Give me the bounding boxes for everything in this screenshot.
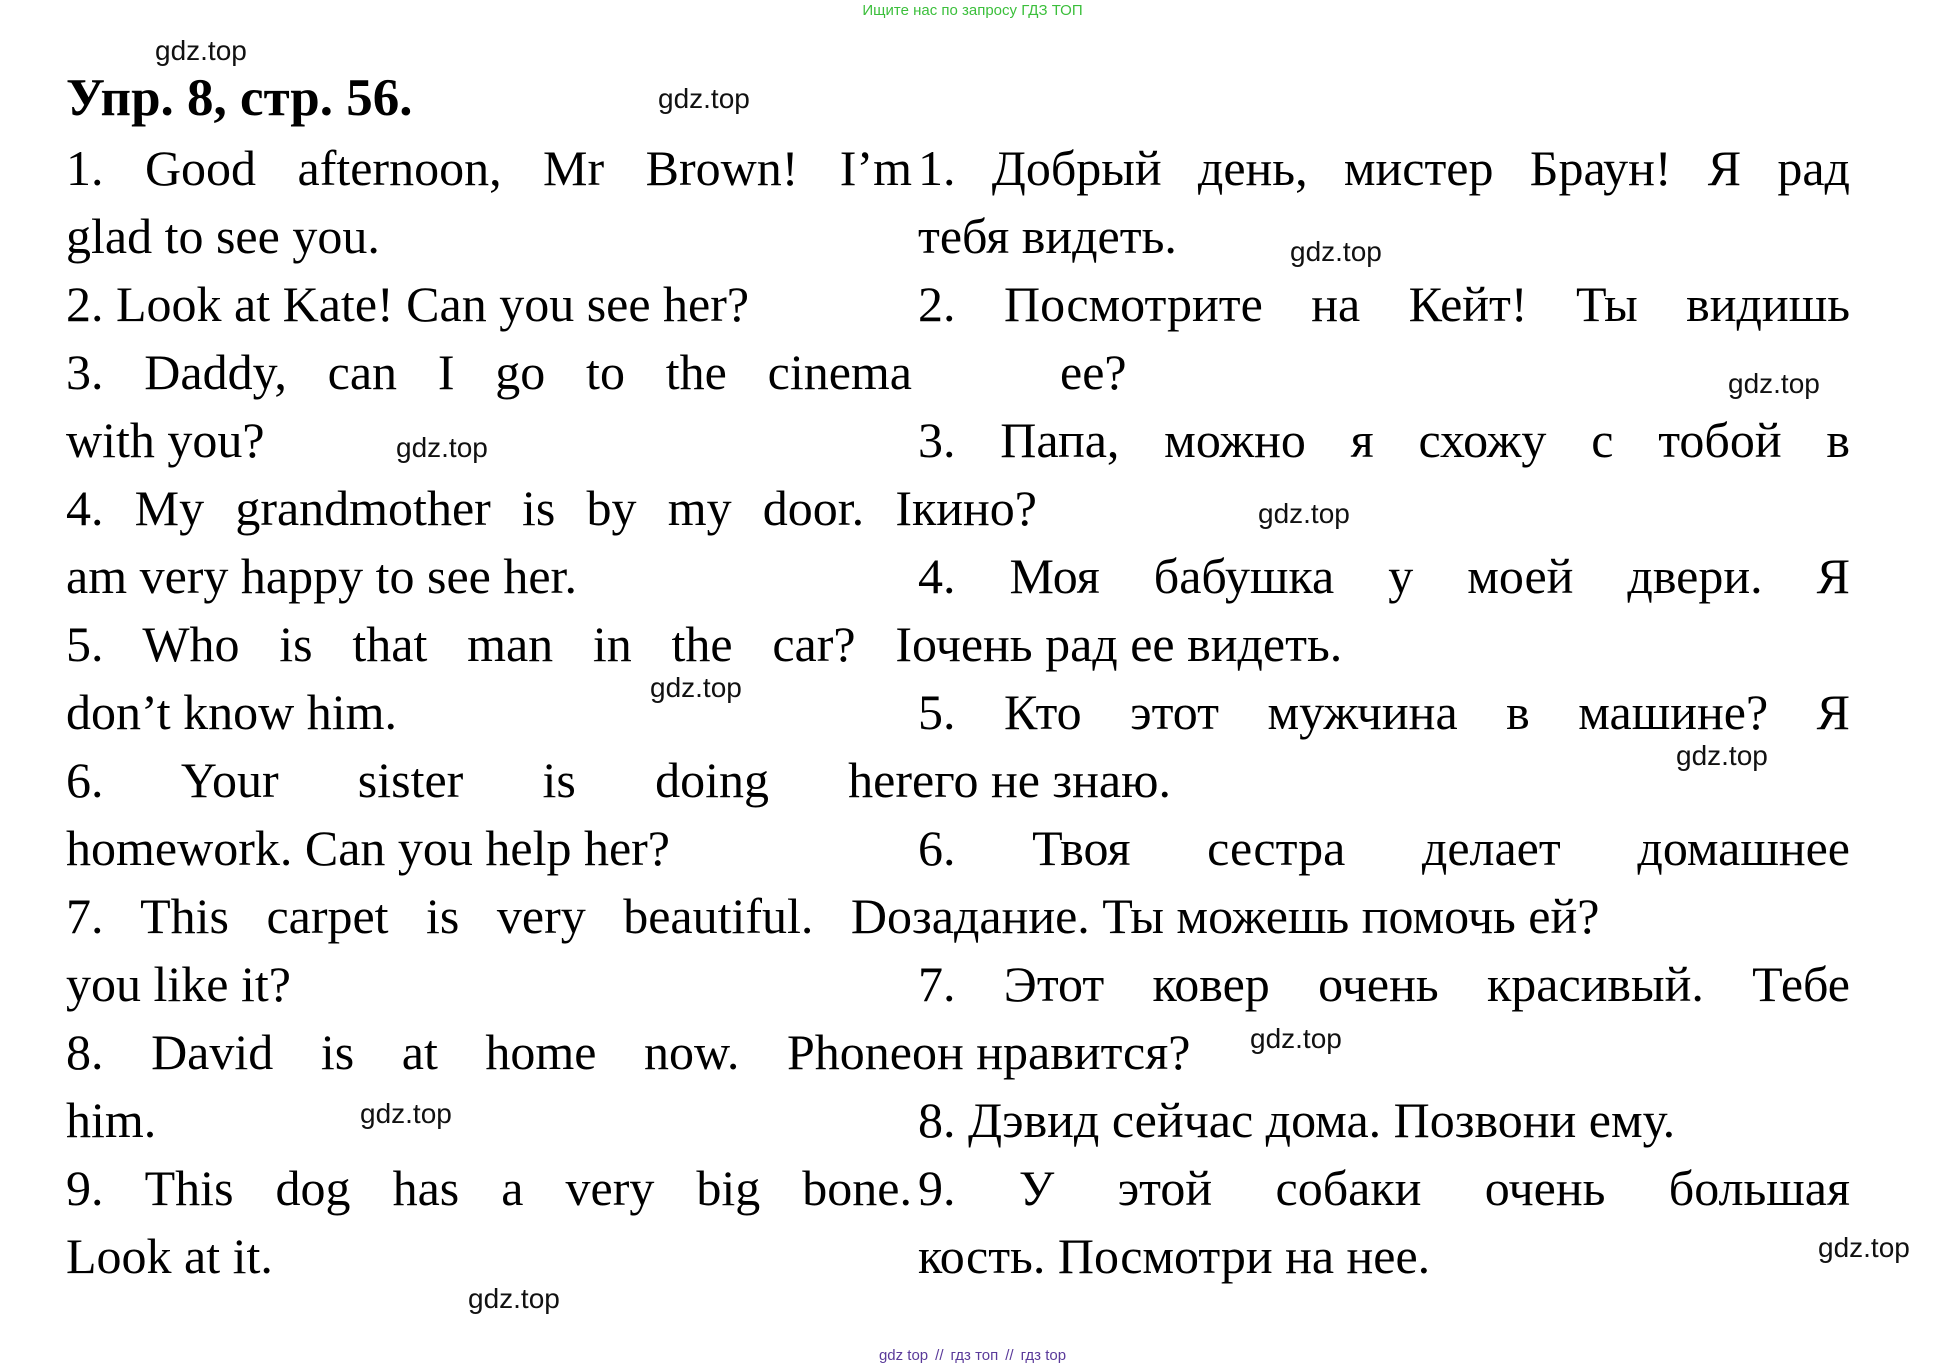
watermark: gdz.top bbox=[155, 35, 247, 66]
ru-line: 4. Моя бабушка у моей двери. Я bbox=[918, 548, 1850, 604]
footer-link-b[interactable]: гдз топ bbox=[950, 1347, 999, 1364]
footer-link-a[interactable]: gdz top bbox=[878, 1347, 929, 1364]
en-line: am very happy to see her. bbox=[66, 548, 577, 604]
watermark: gdz.top bbox=[650, 672, 742, 703]
en-line: 8. David is at home now. Phone bbox=[66, 1024, 912, 1080]
ru-line: ee? bbox=[1060, 344, 1127, 400]
watermark: gdz.top bbox=[1728, 368, 1820, 399]
ru-line: 8. Дэвид сейчас дома. Позвони ему. bbox=[918, 1092, 1676, 1148]
footer-separator: // bbox=[935, 1347, 944, 1364]
watermark: gdz.top bbox=[468, 1283, 560, 1314]
top-banner: Ищите нас по запросу ГДЗ ТОП bbox=[862, 2, 1083, 19]
ru-line: 2. Посмотрите на Кейт! Ты видишь bbox=[918, 276, 1850, 332]
ru-line: он нравится? bbox=[912, 1024, 1191, 1080]
ru-line: задание. Ты можешь помочь ей? bbox=[912, 888, 1600, 944]
ru-line: 3. Папа, можно я схожу с тобой в bbox=[918, 412, 1850, 468]
en-line: 4. My grandmother is by my door. I bbox=[66, 480, 912, 536]
en-line: 1. Good afternoon, Mr Brown! I’m bbox=[66, 140, 912, 196]
ru-line: тебя видеть. bbox=[918, 208, 1177, 264]
ru-line: кость. Посмотри на нее. bbox=[918, 1228, 1431, 1284]
ru-line: 1. Добрый день, мистер Браун! Я рад bbox=[918, 140, 1850, 196]
ru-line: 7. Этот ковер очень красивый. Тебе bbox=[918, 956, 1850, 1012]
en-line: glad to see you. bbox=[66, 208, 380, 264]
en-line: 7. This carpet is very beautiful. Do bbox=[66, 888, 912, 944]
bottom-banner bbox=[0, 1347, 1945, 1364]
ru-line: 6. Твоя сестра делает домашнее bbox=[918, 820, 1850, 876]
en-line: you like it? bbox=[66, 956, 291, 1012]
watermark: gdz.top bbox=[396, 432, 488, 463]
en-line: Look at it. bbox=[66, 1228, 273, 1284]
watermark: gdz.top bbox=[1250, 1023, 1342, 1054]
en-line: homework. Can you help her? bbox=[66, 820, 671, 876]
ru-line: 9. У этой собаки очень большая bbox=[918, 1160, 1850, 1216]
footer-link-c[interactable]: гдз top bbox=[1020, 1347, 1067, 1364]
en-line: 3. Daddy, can I go to the cinema bbox=[66, 344, 912, 400]
en-line: 5. Who is that man in the car? I bbox=[66, 616, 912, 672]
en-line: 2. Look at Kate! Can you see her? bbox=[66, 276, 750, 332]
watermark: gdz.top bbox=[1818, 1232, 1910, 1263]
exercise-title: Упр. 8, стр. 56. bbox=[66, 69, 413, 127]
watermark: gdz.top bbox=[1676, 740, 1768, 771]
watermark: gdz.top bbox=[658, 83, 750, 114]
en-line: 9. This dog has a very big bone. bbox=[66, 1160, 912, 1216]
en-line: with you? bbox=[66, 412, 265, 468]
ru-line: 5. Кто этот мужчина в машине? Я bbox=[918, 684, 1850, 740]
en-line: don’t know him. bbox=[66, 684, 398, 740]
ru-line: кино? bbox=[912, 480, 1037, 536]
en-line: 6. Your sister is doing her bbox=[66, 752, 912, 808]
watermark: gdz.top bbox=[1258, 498, 1350, 529]
en-line: him. bbox=[66, 1092, 157, 1148]
ru-line: очень рад ее видеть. bbox=[912, 616, 1343, 672]
ru-line: его не знаю. bbox=[912, 752, 1171, 808]
watermark: gdz.top bbox=[1290, 236, 1382, 267]
footer-separator: // bbox=[1005, 1347, 1014, 1364]
watermark: gdz.top bbox=[360, 1098, 452, 1129]
